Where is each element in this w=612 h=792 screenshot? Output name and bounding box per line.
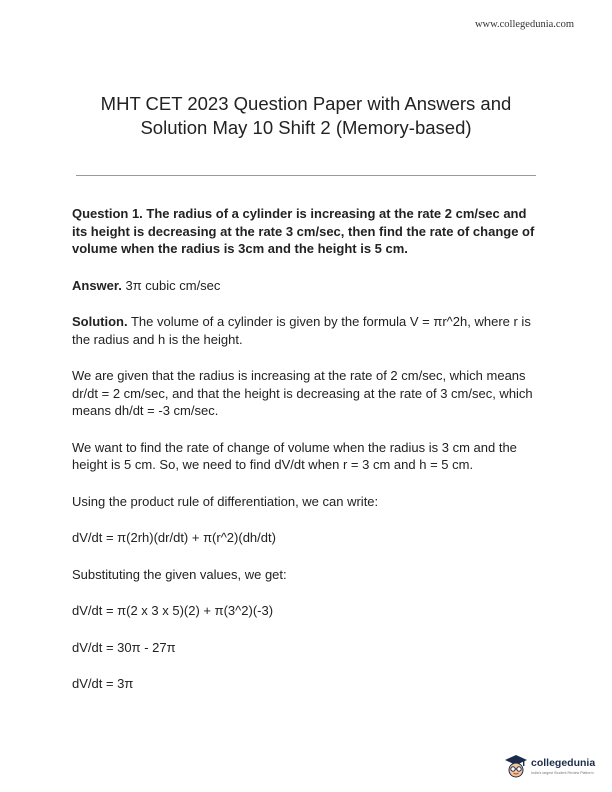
- equation-line: dV/dt = π(2 x 3 x 5)(2) + π(3^2)(-3): [72, 603, 274, 618]
- equation-line: dV/dt = π(2rh)(dr/dt) + π(r^2)(dh/dt): [72, 530, 276, 545]
- title-line-2: Solution May 10 Shift 2 (Memory-based): [140, 117, 472, 138]
- logo-wordmark: collegedunia: [531, 757, 596, 769]
- solution-paragraph: We are given that the radius is increasing at the rate of 2 cm/sec, which means dr/dt = 2 cm/sec, and that the height is decreasing at the rate of 3 cm/sec, which means dh/dt = -3 cm/sec.: [72, 368, 533, 418]
- mascot-icon: [503, 752, 529, 782]
- equation-line: dV/dt = 3π: [72, 676, 134, 691]
- solution-paragraph: Using the product rule of differentiation, we can write:: [72, 493, 379, 509]
- title-line-1: MHT CET 2023 Question Paper with Answers and: [100, 93, 512, 114]
- logo-tagline: India's largest Student Review Platform: [531, 771, 594, 775]
- answer-paragraph: [72, 277, 540, 295]
- question-text: Question 1. The radius of a cylinder is increasing at the rate 2 cm/sec and its height is decreasing at the rate 3 cm/sec, then find the rate of change of volume when the radius is 3cm and the height is 5 cm.: [72, 206, 535, 256]
- solution-paragraph: Substituting the given values, we get:: [72, 566, 287, 582]
- collegedunia-logo: [503, 752, 599, 782]
- answer-label: Answer.: [72, 277, 122, 293]
- answer-value: 3π cubic cm/sec: [121, 277, 221, 293]
- site-url[interactable]: www.collegedunia.com: [474, 19, 574, 30]
- solution-paragraph: We want to find the rate of change of volume when the radius is 3 cm and the height is 5 cm. So, we need to find dV/dt when r = 3 cm and h = 5 cm.: [72, 439, 517, 472]
- equation-line: dV/dt = 30π - 27π: [72, 639, 176, 655]
- page-title: [40, 92, 572, 140]
- document-body: [72, 205, 540, 712]
- solution-intro: [72, 313, 540, 348]
- solution-label: Solution.: [72, 314, 128, 329]
- title-divider: [76, 175, 536, 176]
- solution-intro-text: The volume of a cylinder is given by the formula V = πr^2h, where r is the radius and h is the height.: [72, 314, 531, 347]
